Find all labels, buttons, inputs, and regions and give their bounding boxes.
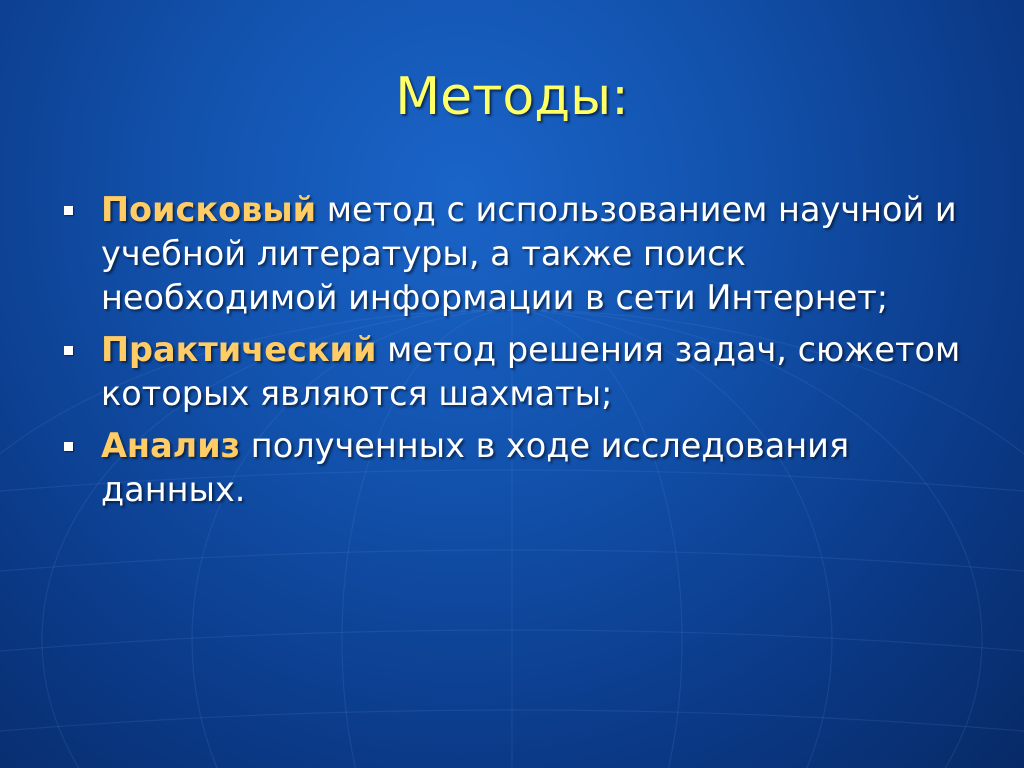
square-bullet-icon (64, 442, 73, 451)
bullet-text: полученных в ходе исследования данных. (101, 426, 850, 509)
bullet-item-search-method (60, 188, 980, 320)
bullet-item-practical-method (60, 328, 980, 416)
slide-title: Методы: (395, 67, 629, 127)
square-bullet-icon (64, 206, 73, 215)
bullet-term: Практический (101, 330, 377, 369)
bullet-text: метод с использованием научной и учебной литературы, а также поиск необходимой информации в сети Интернет; (101, 190, 957, 317)
square-bullet-icon (64, 346, 73, 355)
bullet-term: Поисковый (101, 190, 317, 229)
bullet-term: Анализ (101, 426, 241, 465)
bullet-item-analysis (60, 424, 980, 512)
bullet-text: метод решения задач, сюжетом которых являются шахматы; (101, 330, 961, 413)
bullet-list (60, 188, 980, 520)
